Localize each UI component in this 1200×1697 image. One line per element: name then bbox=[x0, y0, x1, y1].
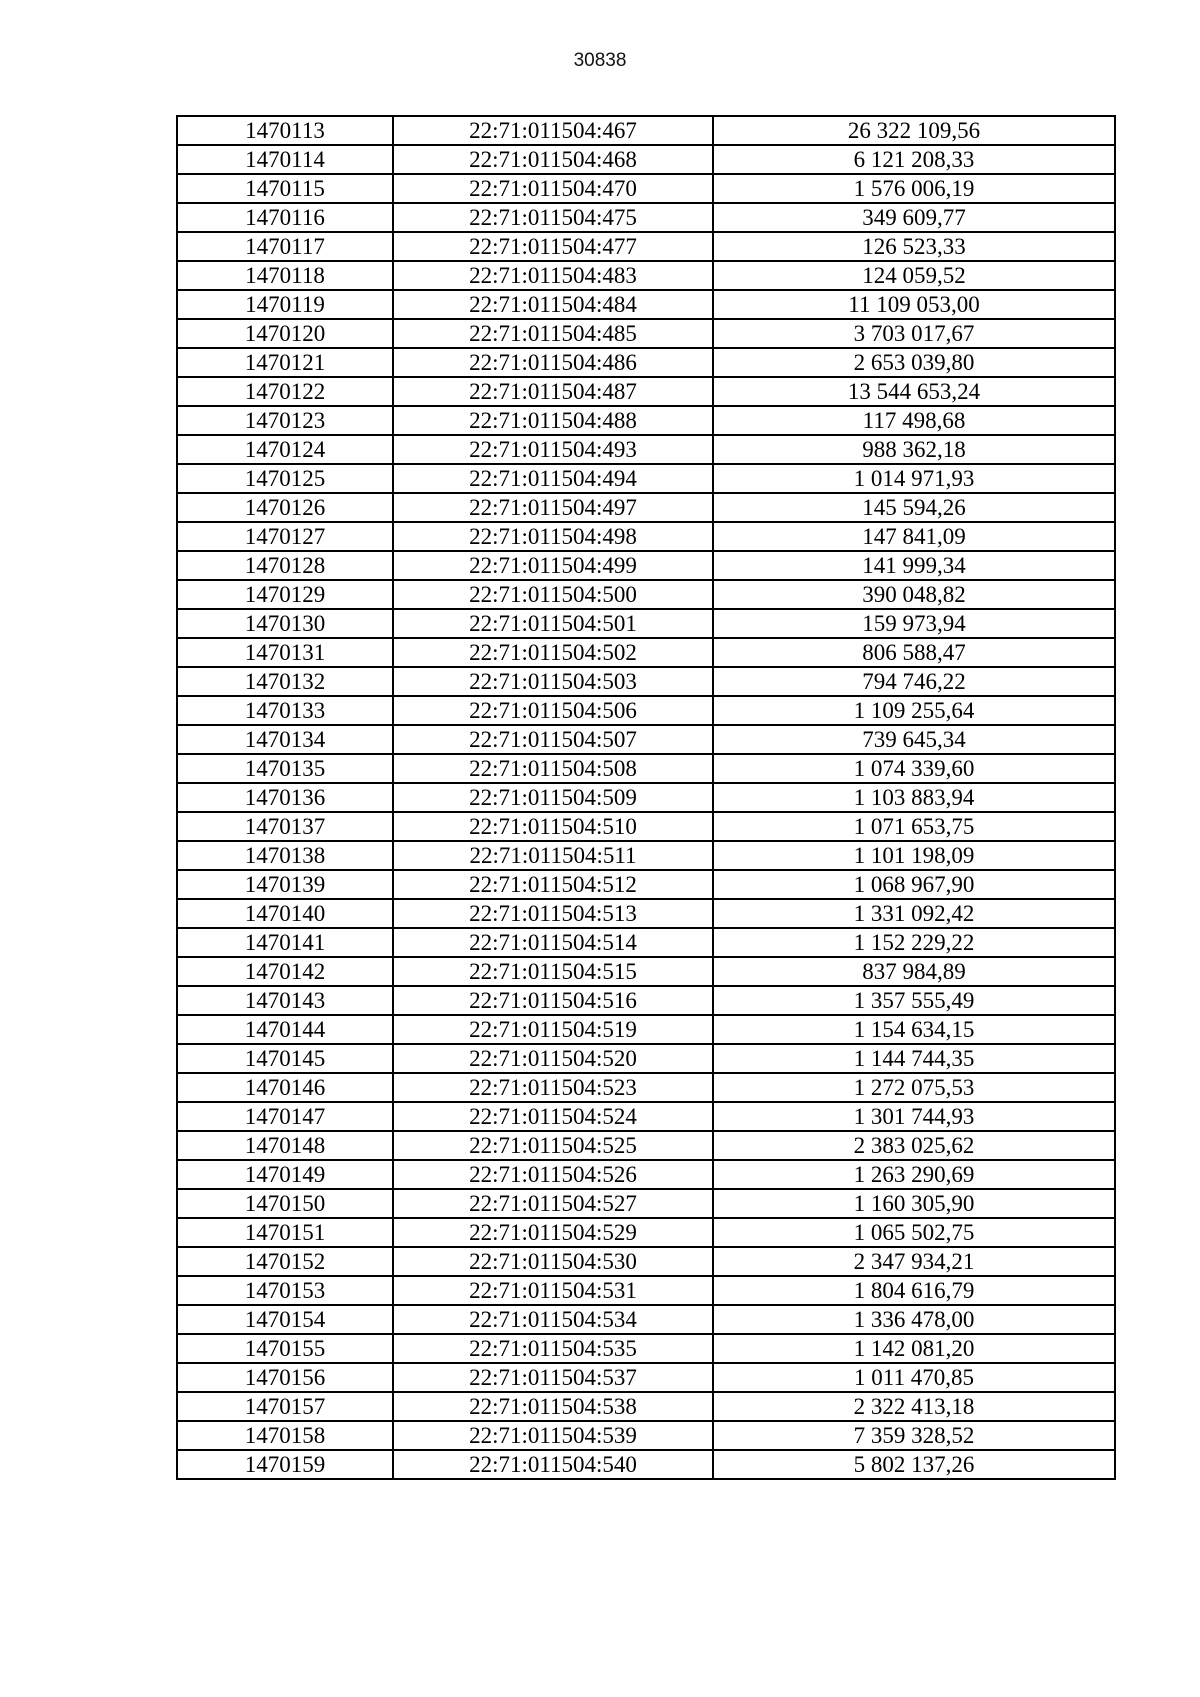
cadastral-value-cell: 1 160 305,90 bbox=[713, 1189, 1115, 1218]
table-row bbox=[177, 145, 1115, 174]
row-number-cell: 1470137 bbox=[177, 812, 393, 841]
cadastral-value-cell: 1 071 653,75 bbox=[713, 812, 1115, 841]
table-row bbox=[177, 783, 1115, 812]
table-row bbox=[177, 348, 1115, 377]
row-number-cell: 1470125 bbox=[177, 464, 393, 493]
cadastral-value-cell: 739 645,34 bbox=[713, 725, 1115, 754]
row-number-cell: 1470126 bbox=[177, 493, 393, 522]
cadastral-value-cell: 837 984,89 bbox=[713, 957, 1115, 986]
cadastral-value-cell: 2 383 025,62 bbox=[713, 1131, 1115, 1160]
row-number-cell: 1470124 bbox=[177, 435, 393, 464]
cadastral-value-cell: 1 144 744,35 bbox=[713, 1044, 1115, 1073]
cadastral-value-cell: 1 263 290,69 bbox=[713, 1160, 1115, 1189]
cadastral-value-cell: 3 703 017,67 bbox=[713, 319, 1115, 348]
row-number-cell: 1470139 bbox=[177, 870, 393, 899]
cadastral-value-cell: 126 523,33 bbox=[713, 232, 1115, 261]
table-row bbox=[177, 261, 1115, 290]
cadastral-number-cell: 22:71:011504:488 bbox=[393, 406, 713, 435]
table-row bbox=[177, 319, 1115, 348]
cadastral-value-cell: 147 841,09 bbox=[713, 522, 1115, 551]
row-number-cell: 1470116 bbox=[177, 203, 393, 232]
row-number-cell: 1470155 bbox=[177, 1334, 393, 1363]
row-number-cell: 1470136 bbox=[177, 783, 393, 812]
row-number-cell: 1470129 bbox=[177, 580, 393, 609]
row-number-cell: 1470157 bbox=[177, 1392, 393, 1421]
row-number-cell: 1470135 bbox=[177, 754, 393, 783]
row-number-cell: 1470145 bbox=[177, 1044, 393, 1073]
cadastral-number-cell: 22:71:011504:534 bbox=[393, 1305, 713, 1334]
cadastral-value-cell: 2 347 934,21 bbox=[713, 1247, 1115, 1276]
cadastral-number-cell: 22:71:011504:494 bbox=[393, 464, 713, 493]
cadastral-number-cell: 22:71:011504:531 bbox=[393, 1276, 713, 1305]
row-number-cell: 1470147 bbox=[177, 1102, 393, 1131]
cadastral-value-cell: 7 359 328,52 bbox=[713, 1421, 1115, 1450]
row-number-cell: 1470122 bbox=[177, 377, 393, 406]
cadastral-value-cell: 349 609,77 bbox=[713, 203, 1115, 232]
table-row bbox=[177, 1276, 1115, 1305]
row-number-cell: 1470140 bbox=[177, 899, 393, 928]
cadastral-value-cell: 1 074 339,60 bbox=[713, 754, 1115, 783]
row-number-cell: 1470150 bbox=[177, 1189, 393, 1218]
cadastral-number-cell: 22:71:011504:467 bbox=[393, 116, 713, 145]
cadastral-number-cell: 22:71:011504:514 bbox=[393, 928, 713, 957]
table-row bbox=[177, 551, 1115, 580]
row-number-cell: 1470130 bbox=[177, 609, 393, 638]
table-row bbox=[177, 1334, 1115, 1363]
table-row bbox=[177, 812, 1115, 841]
cadastral-value-cell: 1 103 883,94 bbox=[713, 783, 1115, 812]
row-number-cell: 1470133 bbox=[177, 696, 393, 725]
cadastral-number-cell: 22:71:011504:500 bbox=[393, 580, 713, 609]
cadastral-number-cell: 22:71:011504:524 bbox=[393, 1102, 713, 1131]
row-number-cell: 1470128 bbox=[177, 551, 393, 580]
row-number-cell: 1470149 bbox=[177, 1160, 393, 1189]
row-number-cell: 1470132 bbox=[177, 667, 393, 696]
cadastral-number-cell: 22:71:011504:525 bbox=[393, 1131, 713, 1160]
row-number-cell: 1470119 bbox=[177, 290, 393, 319]
row-number-cell: 1470144 bbox=[177, 1015, 393, 1044]
table-row bbox=[177, 203, 1115, 232]
table-row bbox=[177, 1421, 1115, 1450]
cadastral-value-cell: 1 109 255,64 bbox=[713, 696, 1115, 725]
table-row bbox=[177, 232, 1115, 261]
cadastral-value-cell: 145 594,26 bbox=[713, 493, 1115, 522]
cadastral-number-cell: 22:71:011504:510 bbox=[393, 812, 713, 841]
cadastral-value-cell: 159 973,94 bbox=[713, 609, 1115, 638]
table-row bbox=[177, 1392, 1115, 1421]
table-row bbox=[177, 493, 1115, 522]
cadastral-number-cell: 22:71:011504:493 bbox=[393, 435, 713, 464]
cadastral-number-cell: 22:71:011504:497 bbox=[393, 493, 713, 522]
cadastral-value-cell: 1 154 634,15 bbox=[713, 1015, 1115, 1044]
row-number-cell: 1470148 bbox=[177, 1131, 393, 1160]
table-row bbox=[177, 696, 1115, 725]
cadastral-value-cell: 2 322 413,18 bbox=[713, 1392, 1115, 1421]
cadastral-value-cell: 390 048,82 bbox=[713, 580, 1115, 609]
table-row bbox=[177, 435, 1115, 464]
cadastral-value-cell: 141 999,34 bbox=[713, 551, 1115, 580]
cadastral-number-cell: 22:71:011504:483 bbox=[393, 261, 713, 290]
cadastral-number-cell: 22:71:011504:520 bbox=[393, 1044, 713, 1073]
row-number-cell: 1470115 bbox=[177, 174, 393, 203]
cadastral-number-cell: 22:71:011504:523 bbox=[393, 1073, 713, 1102]
cadastral-number-cell: 22:71:011504:529 bbox=[393, 1218, 713, 1247]
row-number-cell: 1470154 bbox=[177, 1305, 393, 1334]
cadastral-value-cell: 1 152 229,22 bbox=[713, 928, 1115, 957]
table-row bbox=[177, 1305, 1115, 1334]
cadastral-number-cell: 22:71:011504:487 bbox=[393, 377, 713, 406]
cadastral-value-cell: 1 331 092,42 bbox=[713, 899, 1115, 928]
table-row bbox=[177, 638, 1115, 667]
cadastral-value-cell: 26 322 109,56 bbox=[713, 116, 1115, 145]
table-row bbox=[177, 1450, 1115, 1479]
cadastral-number-cell: 22:71:011504:507 bbox=[393, 725, 713, 754]
table-row bbox=[177, 406, 1115, 435]
cadastral-number-cell: 22:71:011504:513 bbox=[393, 899, 713, 928]
table-row bbox=[177, 667, 1115, 696]
table-row bbox=[177, 725, 1115, 754]
cadastral-number-cell: 22:71:011504:470 bbox=[393, 174, 713, 203]
cadastral-value-cell: 1 014 971,93 bbox=[713, 464, 1115, 493]
row-number-cell: 1470117 bbox=[177, 232, 393, 261]
row-number-cell: 1470120 bbox=[177, 319, 393, 348]
table-row bbox=[177, 1044, 1115, 1073]
table-row bbox=[177, 928, 1115, 957]
table-row bbox=[177, 1247, 1115, 1276]
table-row bbox=[177, 986, 1115, 1015]
row-number-cell: 1470114 bbox=[177, 145, 393, 174]
table-row bbox=[177, 1363, 1115, 1392]
table-row bbox=[177, 609, 1115, 638]
cadastral-number-cell: 22:71:011504:515 bbox=[393, 957, 713, 986]
cadastral-number-cell: 22:71:011504:527 bbox=[393, 1189, 713, 1218]
table-row bbox=[177, 957, 1115, 986]
row-number-cell: 1470113 bbox=[177, 116, 393, 145]
cadastral-value-cell: 988 362,18 bbox=[713, 435, 1115, 464]
table-row bbox=[177, 464, 1115, 493]
row-number-cell: 1470143 bbox=[177, 986, 393, 1015]
row-number-cell: 1470118 bbox=[177, 261, 393, 290]
row-number-cell: 1470142 bbox=[177, 957, 393, 986]
table-row bbox=[177, 174, 1115, 203]
row-number-cell: 1470146 bbox=[177, 1073, 393, 1102]
row-number-cell: 1470121 bbox=[177, 348, 393, 377]
table-row bbox=[177, 1073, 1115, 1102]
cadastral-value-cell: 117 498,68 bbox=[713, 406, 1115, 435]
row-number-cell: 1470159 bbox=[177, 1450, 393, 1479]
row-number-cell: 1470156 bbox=[177, 1363, 393, 1392]
cadastral-value-cell: 1 142 081,20 bbox=[713, 1334, 1115, 1363]
table-row bbox=[177, 1160, 1115, 1189]
row-number-cell: 1470141 bbox=[177, 928, 393, 957]
row-number-cell: 1470152 bbox=[177, 1247, 393, 1276]
cadastral-number-cell: 22:71:011504:526 bbox=[393, 1160, 713, 1189]
row-number-cell: 1470151 bbox=[177, 1218, 393, 1247]
table-row bbox=[177, 1015, 1115, 1044]
cadastral-number-cell: 22:71:011504:475 bbox=[393, 203, 713, 232]
cadastral-number-cell: 22:71:011504:477 bbox=[393, 232, 713, 261]
page-number: 30838 bbox=[573, 50, 627, 71]
cadastral-number-cell: 22:71:011504:502 bbox=[393, 638, 713, 667]
cadastral-number-cell: 22:71:011504:509 bbox=[393, 783, 713, 812]
row-number-cell: 1470123 bbox=[177, 406, 393, 435]
cadastral-number-cell: 22:71:011504:530 bbox=[393, 1247, 713, 1276]
cadastral-number-cell: 22:71:011504:539 bbox=[393, 1421, 713, 1450]
cadastral-number-cell: 22:71:011504:508 bbox=[393, 754, 713, 783]
table-row bbox=[177, 377, 1115, 406]
cadastral-number-cell: 22:71:011504:512 bbox=[393, 870, 713, 899]
table-body bbox=[177, 116, 1115, 1479]
cadastral-number-cell: 22:71:011504:498 bbox=[393, 522, 713, 551]
cadastral-number-cell: 22:71:011504:485 bbox=[393, 319, 713, 348]
cadastral-value-cell: 6 121 208,33 bbox=[713, 145, 1115, 174]
table-row bbox=[177, 1189, 1115, 1218]
table-row bbox=[177, 1131, 1115, 1160]
cadastral-number-cell: 22:71:011504:501 bbox=[393, 609, 713, 638]
cadastral-value-cell: 1 357 555,49 bbox=[713, 986, 1115, 1015]
cadastral-value-cell: 794 746,22 bbox=[713, 667, 1115, 696]
cadastral-value-cell: 13 544 653,24 bbox=[713, 377, 1115, 406]
cadastral-number-cell: 22:71:011504:506 bbox=[393, 696, 713, 725]
table-row bbox=[177, 290, 1115, 319]
cadastral-value-cell: 5 802 137,26 bbox=[713, 1450, 1115, 1479]
cadastral-number-cell: 22:71:011504:468 bbox=[393, 145, 713, 174]
cadastral-number-cell: 22:71:011504:499 bbox=[393, 551, 713, 580]
cadastral-value-cell: 124 059,52 bbox=[713, 261, 1115, 290]
cadastral-number-cell: 22:71:011504:516 bbox=[393, 986, 713, 1015]
table-row bbox=[177, 841, 1115, 870]
table-row bbox=[177, 580, 1115, 609]
cadastral-value-table bbox=[176, 115, 1116, 1480]
cadastral-value-cell: 1 576 006,19 bbox=[713, 174, 1115, 203]
cadastral-value-cell: 1 804 616,79 bbox=[713, 1276, 1115, 1305]
table-row bbox=[177, 522, 1115, 551]
cadastral-number-cell: 22:71:011504:537 bbox=[393, 1363, 713, 1392]
cadastral-number-cell: 22:71:011504:540 bbox=[393, 1450, 713, 1479]
cadastral-value-cell: 1 065 502,75 bbox=[713, 1218, 1115, 1247]
row-number-cell: 1470131 bbox=[177, 638, 393, 667]
table-row bbox=[177, 116, 1115, 145]
cadastral-value-cell: 2 653 039,80 bbox=[713, 348, 1115, 377]
row-number-cell: 1470138 bbox=[177, 841, 393, 870]
table-row bbox=[177, 1218, 1115, 1247]
table-row bbox=[177, 870, 1115, 899]
row-number-cell: 1470158 bbox=[177, 1421, 393, 1450]
cadastral-value-cell: 1 336 478,00 bbox=[713, 1305, 1115, 1334]
cadastral-value-cell: 1 101 198,09 bbox=[713, 841, 1115, 870]
cadastral-value-cell: 1 272 075,53 bbox=[713, 1073, 1115, 1102]
table-row bbox=[177, 899, 1115, 928]
cadastral-value-cell: 1 011 470,85 bbox=[713, 1363, 1115, 1392]
cadastral-number-cell: 22:71:011504:538 bbox=[393, 1392, 713, 1421]
table-row bbox=[177, 754, 1115, 783]
cadastral-number-cell: 22:71:011504:535 bbox=[393, 1334, 713, 1363]
table-row bbox=[177, 1102, 1115, 1131]
cadastral-value-cell: 1 068 967,90 bbox=[713, 870, 1115, 899]
cadastral-value-cell: 1 301 744,93 bbox=[713, 1102, 1115, 1131]
row-number-cell: 1470127 bbox=[177, 522, 393, 551]
cadastral-number-cell: 22:71:011504:511 bbox=[393, 841, 713, 870]
cadastral-value-cell: 11 109 053,00 bbox=[713, 290, 1115, 319]
cadastral-number-cell: 22:71:011504:484 bbox=[393, 290, 713, 319]
cadastral-number-cell: 22:71:011504:519 bbox=[393, 1015, 713, 1044]
cadastral-value-cell: 806 588,47 bbox=[713, 638, 1115, 667]
cadastral-number-cell: 22:71:011504:486 bbox=[393, 348, 713, 377]
row-number-cell: 1470134 bbox=[177, 725, 393, 754]
row-number-cell: 1470153 bbox=[177, 1276, 393, 1305]
cadastral-number-cell: 22:71:011504:503 bbox=[393, 667, 713, 696]
